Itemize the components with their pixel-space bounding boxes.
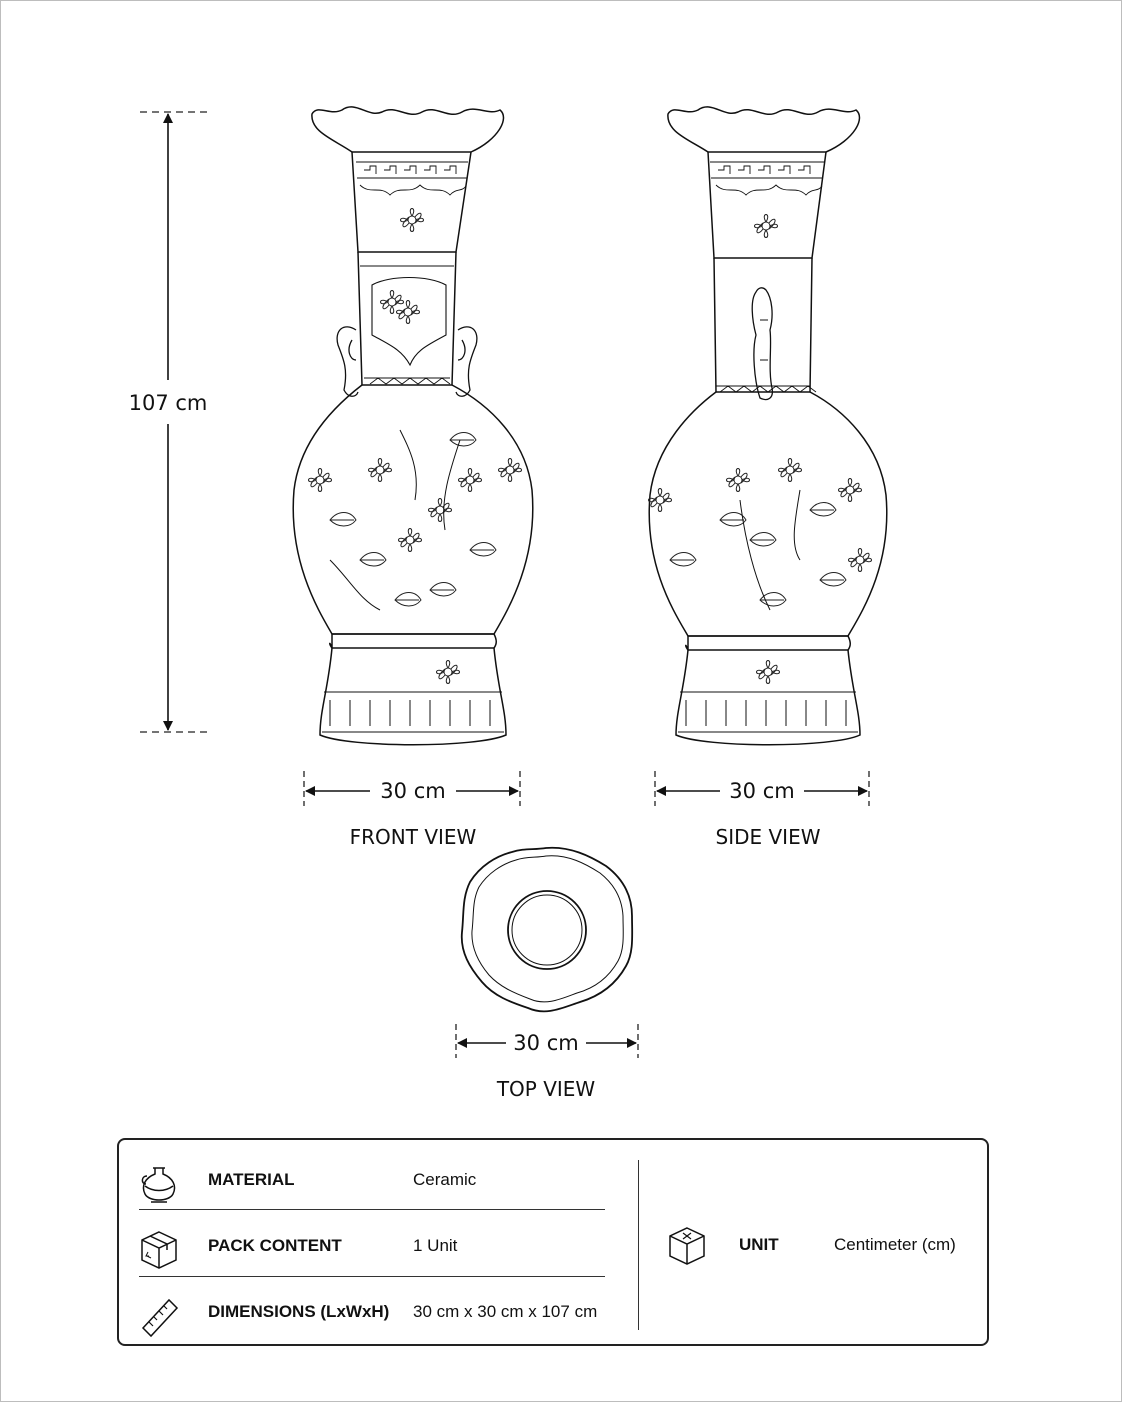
side-width-label: 30 cm [729,779,795,803]
front-view-label: FRONT VIEW [349,825,477,849]
material-value: Ceramic [413,1170,477,1189]
column-divider [638,1160,639,1330]
spec-row-dimensions [139,1286,605,1352]
front-width-dimension [304,771,520,806]
side-view-vase [649,107,887,745]
pack-content-label: PACK CONTENT [208,1236,342,1255]
row-divider [139,1209,605,1210]
top-width-label: 30 cm [513,1031,579,1055]
top-view-vase [462,848,632,1012]
top-width-dimension [456,1024,638,1058]
height-label: 107 cm [128,391,208,415]
height-dimension [129,112,208,732]
side-view-label: SIDE VIEW [715,825,821,849]
vase-icon [139,1162,179,1206]
specification-table [117,1138,989,1346]
top-view-label: TOP VIEW [496,1077,596,1101]
side-width-dimension [655,771,869,806]
spec-row-material [139,1154,605,1220]
ruler-icon [139,1294,179,1338]
box-icon [139,1228,179,1272]
unit-value: Centimeter (cm) [834,1235,956,1254]
front-view-vase [293,107,533,745]
dimensions-label: DIMENSIONS (LxWxH) [208,1302,390,1321]
front-width-label: 30 cm [380,779,446,803]
unit-label: UNIT [739,1235,779,1254]
pack-content-value: 1 Unit [413,1236,458,1255]
unit-block [667,1220,967,1270]
dimensions-value: 30 cm x 30 cm x 107 cm [413,1302,598,1321]
row-divider [139,1276,605,1277]
material-label: MATERIAL [208,1170,295,1189]
cube-icon [667,1224,707,1268]
